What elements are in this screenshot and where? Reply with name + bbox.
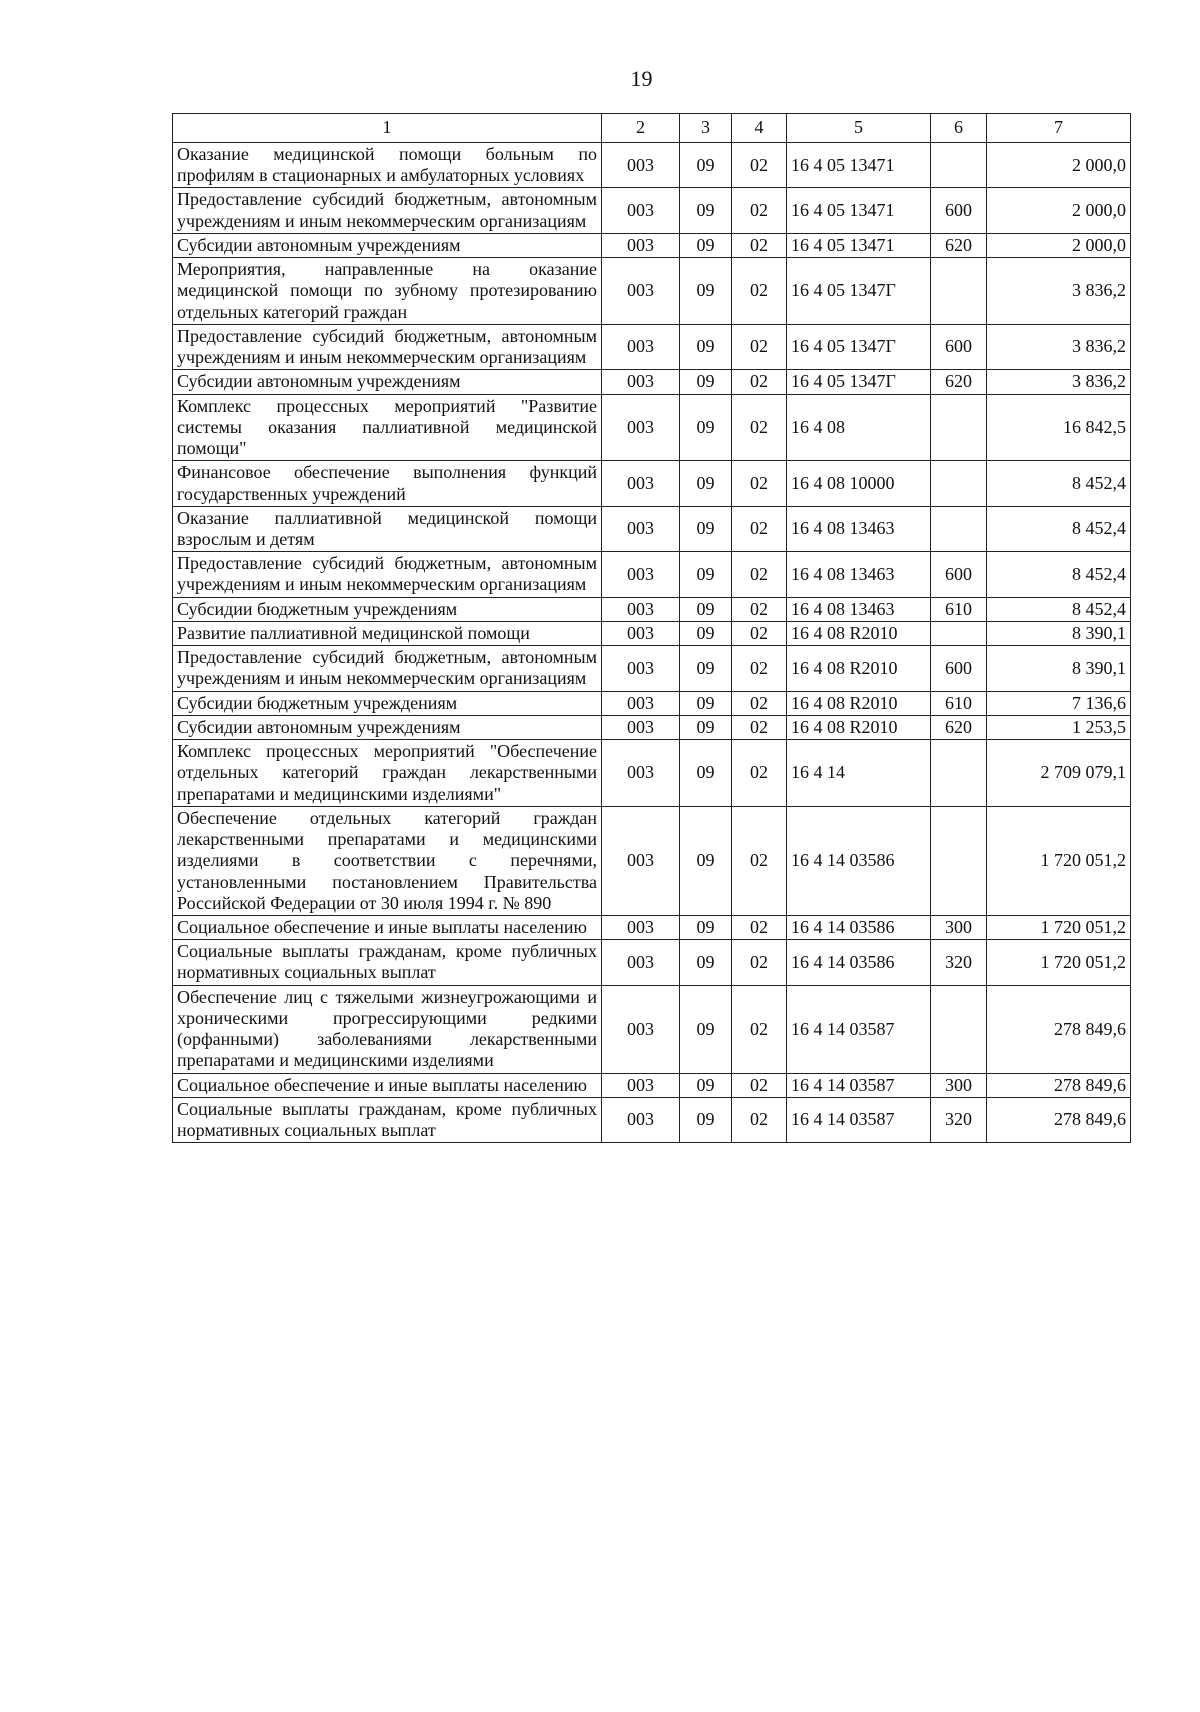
ministry-code-cell: 003	[602, 1073, 680, 1097]
ministry-code-cell: 003	[602, 552, 680, 597]
ministry-code-cell: 003	[602, 233, 680, 257]
table-row	[173, 715, 1131, 739]
expense-name-cell: Обеспечение лиц с тяжелыми жизнеугрожающими и хроническими прогрессирующими редкими (орфанными) заболеваниями лекарственными препаратами и медицинскими изделиями	[173, 985, 602, 1073]
ministry-code-cell: 003	[602, 691, 680, 715]
section-code-cell: 09	[680, 552, 732, 597]
expense-name-cell: Субсидии бюджетным учреждениям	[173, 597, 602, 621]
target-article-cell: 16 4 08 10000	[787, 461, 931, 506]
expense-name-cell: Мероприятия, направленные на оказание медицинской помощи по зубному протезированию отдельных категорий граждан	[173, 258, 602, 325]
subsection-code-cell: 02	[732, 806, 787, 915]
target-article-cell: 16 4 05 13471	[787, 188, 931, 233]
table-row	[173, 143, 1131, 188]
subsection-code-cell: 02	[732, 394, 787, 461]
section-code-cell: 09	[680, 597, 732, 621]
table-row	[173, 552, 1131, 597]
expense-type-cell	[931, 461, 987, 506]
expense-name-cell: Комплекс процессных мероприятий "Обеспечение отдельных категорий граждан лекарственными препаратами и медицинскими изделиями"	[173, 740, 602, 807]
table-row	[173, 506, 1131, 551]
table-row	[173, 233, 1131, 257]
section-code-cell: 09	[680, 258, 732, 325]
column-header: 6	[931, 114, 987, 143]
subsection-code-cell: 02	[732, 552, 787, 597]
subsection-code-cell: 02	[732, 621, 787, 645]
expense-type-cell: 300	[931, 915, 987, 939]
target-article-cell: 16 4 05 1347Г	[787, 258, 931, 325]
expense-type-cell	[931, 506, 987, 551]
table-row	[173, 646, 1131, 691]
expense-name-cell: Комплекс процессных мероприятий "Развитие системы оказания паллиативной медицинской помощи"	[173, 394, 602, 461]
amount-cell: 3 836,2	[987, 324, 1131, 369]
table-row	[173, 621, 1131, 645]
expense-name-cell: Оказание паллиативной медицинской помощи взрослым и детям	[173, 506, 602, 551]
expense-name-cell: Предоставление субсидий бюджетным, автономным учреждениям и иным некоммерческим организациям	[173, 552, 602, 597]
target-article-cell: 16 4 14	[787, 740, 931, 807]
target-article-cell: 16 4 08 13463	[787, 506, 931, 551]
column-header: 5	[787, 114, 931, 143]
amount-cell: 8 452,4	[987, 506, 1131, 551]
table-row	[173, 1097, 1131, 1142]
ministry-code-cell: 003	[602, 143, 680, 188]
expense-type-cell: 300	[931, 1073, 987, 1097]
table-row	[173, 461, 1131, 506]
subsection-code-cell: 02	[732, 370, 787, 394]
table-row	[173, 188, 1131, 233]
ministry-code-cell: 003	[602, 1097, 680, 1142]
expense-name-cell: Социальное обеспечение и иные выплаты населению	[173, 915, 602, 939]
budget-table	[172, 113, 1131, 1143]
subsection-code-cell: 02	[732, 461, 787, 506]
ministry-code-cell: 003	[602, 985, 680, 1073]
expense-name-cell: Субсидии автономным учреждениям	[173, 715, 602, 739]
expense-type-cell	[931, 740, 987, 807]
amount-cell: 1 720 051,2	[987, 806, 1131, 915]
expense-type-cell: 600	[931, 646, 987, 691]
expense-name-cell: Социальные выплаты гражданам, кроме публичных нормативных социальных выплат	[173, 940, 602, 985]
target-article-cell: 16 4 08 R2010	[787, 691, 931, 715]
target-article-cell: 16 4 08 13463	[787, 597, 931, 621]
section-code-cell: 09	[680, 324, 732, 369]
expense-type-cell	[931, 985, 987, 1073]
amount-cell: 2 000,0	[987, 188, 1131, 233]
amount-cell: 2 709 079,1	[987, 740, 1131, 807]
ministry-code-cell: 003	[602, 715, 680, 739]
target-article-cell: 16 4 14 03587	[787, 1097, 931, 1142]
subsection-code-cell: 02	[732, 940, 787, 985]
subsection-code-cell: 02	[732, 740, 787, 807]
table-header	[173, 114, 1131, 143]
expense-type-cell: 620	[931, 233, 987, 257]
expense-type-cell: 600	[931, 552, 987, 597]
subsection-code-cell: 02	[732, 324, 787, 369]
expense-type-cell: 600	[931, 324, 987, 369]
expense-name-cell: Социальные выплаты гражданам, кроме публичных нормативных социальных выплат	[173, 1097, 602, 1142]
amount-cell: 8 390,1	[987, 646, 1131, 691]
section-code-cell: 09	[680, 740, 732, 807]
table-body	[173, 143, 1131, 1143]
target-article-cell: 16 4 05 1347Г	[787, 324, 931, 369]
section-code-cell: 09	[680, 806, 732, 915]
amount-cell: 1 720 051,2	[987, 915, 1131, 939]
amount-cell: 16 842,5	[987, 394, 1131, 461]
section-code-cell: 09	[680, 915, 732, 939]
amount-cell: 8 452,4	[987, 461, 1131, 506]
section-code-cell: 09	[680, 370, 732, 394]
table-row	[173, 740, 1131, 807]
expense-type-cell: 620	[931, 370, 987, 394]
table-row	[173, 324, 1131, 369]
ministry-code-cell: 003	[602, 740, 680, 807]
expense-type-cell	[931, 258, 987, 325]
ministry-code-cell: 003	[602, 394, 680, 461]
subsection-code-cell: 02	[732, 597, 787, 621]
section-code-cell: 09	[680, 691, 732, 715]
table-row	[173, 985, 1131, 1073]
target-article-cell: 16 4 08	[787, 394, 931, 461]
table-row	[173, 394, 1131, 461]
amount-cell: 2 000,0	[987, 233, 1131, 257]
ministry-code-cell: 003	[602, 597, 680, 621]
expense-type-cell	[931, 394, 987, 461]
subsection-code-cell: 02	[732, 258, 787, 325]
expense-name-cell: Предоставление субсидий бюджетным, автономным учреждениям и иным некоммерческим организациям	[173, 646, 602, 691]
subsection-code-cell: 02	[732, 691, 787, 715]
section-code-cell: 09	[680, 621, 732, 645]
expense-type-cell: 600	[931, 188, 987, 233]
ministry-code-cell: 003	[602, 370, 680, 394]
subsection-code-cell: 02	[732, 143, 787, 188]
header-row	[173, 114, 1131, 143]
ministry-code-cell: 003	[602, 940, 680, 985]
column-header: 3	[680, 114, 732, 143]
ministry-code-cell: 003	[602, 506, 680, 551]
amount-cell: 1 253,5	[987, 715, 1131, 739]
section-code-cell: 09	[680, 394, 732, 461]
subsection-code-cell: 02	[732, 646, 787, 691]
target-article-cell: 16 4 08 13463	[787, 552, 931, 597]
expense-name-cell: Субсидии бюджетным учреждениям	[173, 691, 602, 715]
column-header: 1	[173, 114, 602, 143]
section-code-cell: 09	[680, 143, 732, 188]
ministry-code-cell: 003	[602, 258, 680, 325]
target-article-cell: 16 4 14 03586	[787, 806, 931, 915]
target-article-cell: 16 4 14 03586	[787, 915, 931, 939]
section-code-cell: 09	[680, 461, 732, 506]
amount-cell: 8 452,4	[987, 597, 1131, 621]
expense-name-cell: Субсидии автономным учреждениям	[173, 233, 602, 257]
target-article-cell: 16 4 05 1347Г	[787, 370, 931, 394]
column-header: 4	[732, 114, 787, 143]
amount-cell: 8 390,1	[987, 621, 1131, 645]
amount-cell: 8 452,4	[987, 552, 1131, 597]
target-article-cell: 16 4 08 R2010	[787, 715, 931, 739]
table-row	[173, 370, 1131, 394]
expense-type-cell: 320	[931, 940, 987, 985]
expense-type-cell	[931, 143, 987, 188]
section-code-cell: 09	[680, 940, 732, 985]
target-article-cell: 16 4 14 03587	[787, 985, 931, 1073]
subsection-code-cell: 02	[732, 1073, 787, 1097]
amount-cell: 2 000,0	[987, 143, 1131, 188]
section-code-cell: 09	[680, 646, 732, 691]
section-code-cell: 09	[680, 1073, 732, 1097]
section-code-cell: 09	[680, 188, 732, 233]
expense-type-cell	[931, 806, 987, 915]
section-code-cell: 09	[680, 715, 732, 739]
subsection-code-cell: 02	[732, 233, 787, 257]
section-code-cell: 09	[680, 1097, 732, 1142]
subsection-code-cell: 02	[732, 915, 787, 939]
ministry-code-cell: 003	[602, 461, 680, 506]
expense-type-cell: 610	[931, 597, 987, 621]
expense-name-cell: Предоставление субсидий бюджетным, автономным учреждениям и иным некоммерческим организациям	[173, 324, 602, 369]
subsection-code-cell: 02	[732, 1097, 787, 1142]
target-article-cell: 16 4 08 R2010	[787, 621, 931, 645]
table-row	[173, 691, 1131, 715]
expense-name-cell: Субсидии автономным учреждениям	[173, 370, 602, 394]
amount-cell: 278 849,6	[987, 985, 1131, 1073]
target-article-cell: 16 4 08 R2010	[787, 646, 931, 691]
target-article-cell: 16 4 14 03586	[787, 940, 931, 985]
amount-cell: 278 849,6	[987, 1097, 1131, 1142]
section-code-cell: 09	[680, 985, 732, 1073]
expense-name-cell: Оказание медицинской помощи больным по профилям в стационарных и амбулаторных условиях	[173, 143, 602, 188]
table-row	[173, 940, 1131, 985]
target-article-cell: 16 4 05 13471	[787, 233, 931, 257]
ministry-code-cell: 003	[602, 806, 680, 915]
amount-cell: 3 836,2	[987, 370, 1131, 394]
expense-name-cell: Социальное обеспечение и иные выплаты населению	[173, 1073, 602, 1097]
expense-type-cell: 620	[931, 715, 987, 739]
ministry-code-cell: 003	[602, 188, 680, 233]
expense-type-cell: 610	[931, 691, 987, 715]
ministry-code-cell: 003	[602, 915, 680, 939]
subsection-code-cell: 02	[732, 715, 787, 739]
table-row	[173, 1073, 1131, 1097]
expense-name-cell: Развитие паллиативной медицинской помощи	[173, 621, 602, 645]
table-row	[173, 597, 1131, 621]
amount-cell: 278 849,6	[987, 1073, 1131, 1097]
section-code-cell: 09	[680, 506, 732, 551]
column-header: 2	[602, 114, 680, 143]
target-article-cell: 16 4 14 03587	[787, 1073, 931, 1097]
subsection-code-cell: 02	[732, 985, 787, 1073]
column-header: 7	[987, 114, 1131, 143]
expense-name-cell: Финансовое обеспечение выполнения функций государственных учреждений	[173, 461, 602, 506]
subsection-code-cell: 02	[732, 188, 787, 233]
ministry-code-cell: 003	[602, 621, 680, 645]
expense-type-cell: 320	[931, 1097, 987, 1142]
section-code-cell: 09	[680, 233, 732, 257]
target-article-cell: 16 4 05 13471	[787, 143, 931, 188]
expense-name-cell: Обеспечение отдельных категорий граждан лекарственными препаратами и медицинскими изделиями в соответствии с перечнями, установленными постановлением Правительства Российской Федерации от 30 июля 1994 г. № 890	[173, 806, 602, 915]
page-number: 19	[630, 66, 653, 91]
amount-cell: 3 836,2	[987, 258, 1131, 325]
amount-cell: 7 136,6	[987, 691, 1131, 715]
expense-name-cell: Предоставление субсидий бюджетным, автономным учреждениям и иным некоммерческим организациям	[173, 188, 602, 233]
table-row	[173, 915, 1131, 939]
ministry-code-cell: 003	[602, 324, 680, 369]
subsection-code-cell: 02	[732, 506, 787, 551]
amount-cell: 1 720 051,2	[987, 940, 1131, 985]
ministry-code-cell: 003	[602, 646, 680, 691]
expense-type-cell	[931, 621, 987, 645]
table-row	[173, 806, 1131, 915]
table-row	[173, 258, 1131, 325]
